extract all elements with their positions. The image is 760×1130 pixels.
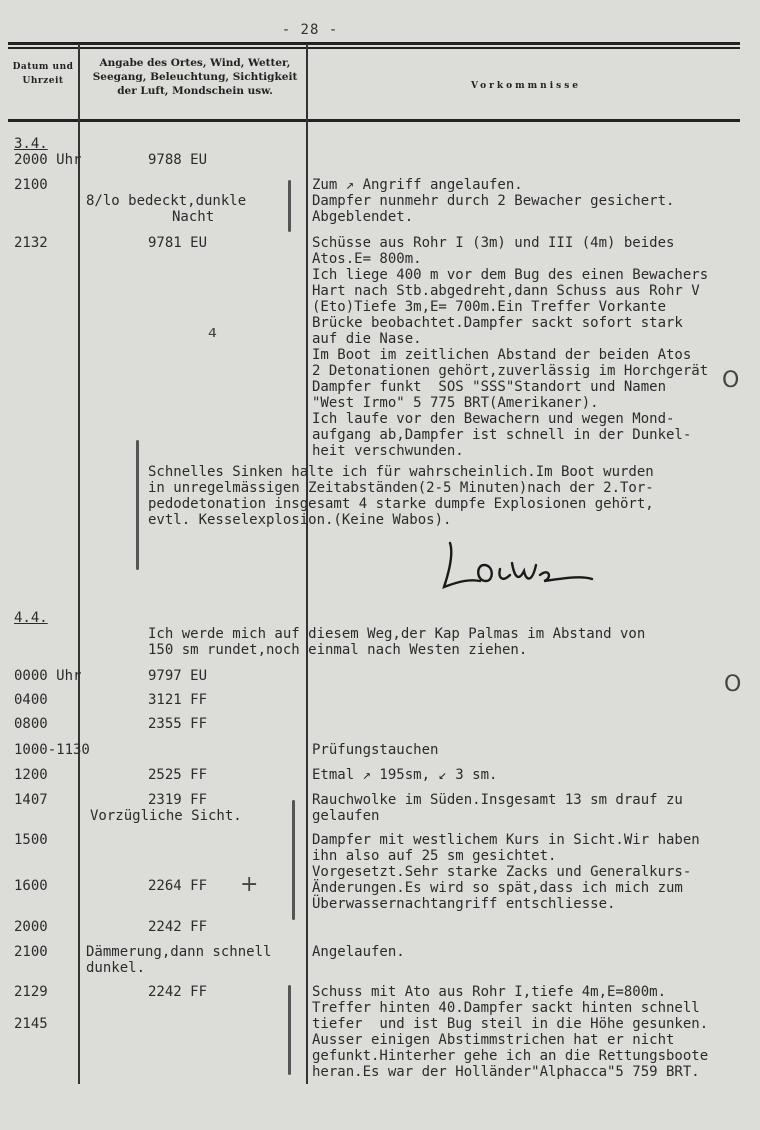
log-line-event: gelaufen [312, 808, 380, 824]
log-line-event: Ich liege 400 m vor dem Bug des einen Bewachers [312, 267, 709, 283]
log-line-date: 0000 Uhr [14, 668, 82, 684]
log-line-date: 2000 [14, 919, 48, 935]
pencil-bracket [292, 800, 295, 920]
log-line-pos: 9781 EU [148, 235, 208, 251]
log-line-pos: 2525 FF [148, 767, 208, 783]
log-line-pos: 9797 EU [148, 668, 208, 684]
log-line-pos: 9788 EU [148, 152, 208, 168]
log-line-date: 2132 [14, 235, 48, 251]
signature [440, 535, 600, 605]
log-line-event: Ausser einigen Abstimmstrichen hat er nicht [312, 1032, 675, 1048]
log-line-pos: 2355 FF [148, 716, 208, 732]
log-line-weather: 8/lo bedeckt,dunkle [86, 193, 247, 209]
log-line-event: heit verschwunden. [312, 443, 464, 459]
header-top-rule [8, 42, 740, 45]
pencil-bracket [288, 985, 291, 1075]
log-line-event: Änderungen.Es wird so spät,dass ich mich zum [312, 880, 683, 896]
log-line-full: in unregelmässigen Zeitabständen(2-5 Minuten)nach der 2.Tor- [148, 480, 654, 496]
log-line-pos: 2242 FF [148, 984, 208, 1000]
log-line-event: Dampfer funkt SOS "SSS"Standort und Namen [312, 379, 667, 395]
log-line-event: tiefer und ist Bug steil in die Höhe gesunken. [312, 1016, 709, 1032]
pencil-mark: + [240, 872, 259, 897]
log-line-date: 1200 [14, 767, 48, 783]
header-bottom-rule [8, 119, 740, 122]
log-line-event: Treffer hinten 40.Dampfer sackt hinten schnell [312, 1000, 700, 1016]
log-line-date: 4.4. [14, 610, 48, 626]
log-line-event: ihn also auf 25 sm gesichtet. [312, 848, 557, 864]
log-line-date: 1600 [14, 878, 48, 894]
log-line-event: Schüsse aus Rohr I (3m) und III (4m) beides [312, 235, 675, 251]
log-line-date: 1000-1130 [14, 742, 90, 758]
log-line-date: 2100 [14, 944, 48, 960]
pencil-mark: O [722, 368, 740, 393]
column-divider-datum [78, 44, 80, 1084]
header-angabe: Angabe des Ortes, Wind, Wetter, Seegang, Beleuchtung, Sichtigkeit der Luft, Mondschein usw. [92, 57, 298, 97]
log-line-event: Atos.E= 800m. [312, 251, 422, 267]
log-line-date: 0400 [14, 692, 48, 708]
header-top-rule-2 [8, 47, 740, 49]
log-line-event: aufgang ab,Dampfer ist schnell in der Dunkel- [312, 427, 692, 443]
signature-drawing [440, 535, 600, 595]
log-line-full: 150 sm rundet,noch einmal nach Westen ziehen. [148, 642, 528, 658]
log-line-event: Dampfer mit westlichem Kurs in Sicht.Wir haben [312, 832, 700, 848]
log-line-date: 1500 [14, 832, 48, 848]
log-line-weather: Dämmerung,dann schnell [86, 944, 272, 960]
header-datum: Datum und Uhrzeit [12, 62, 74, 86]
log-line-weather: dunkel. [86, 960, 146, 976]
log-line-full: pedodetonation insgesamt 4 starke dumpfe Explosionen gehört, [148, 496, 654, 512]
page-number: - 28 - [281, 22, 339, 38]
log-line-date: 2100 [14, 177, 48, 193]
log-line-event: Zum ↗ Angriff angelaufen. [312, 177, 523, 193]
log-line-date: 0800 [14, 716, 48, 732]
log-line-date: 1407 [14, 792, 48, 808]
log-line-event: Dampfer nunmehr durch 2 Bewacher gesichert. [312, 193, 675, 209]
log-line-event: Ich laufe vor den Bewachern und wegen Mond- [312, 411, 675, 427]
pencil-bracket [136, 440, 139, 570]
log-line-event: "West Irmo" 5 775 BRT(Amerikaner). [312, 395, 599, 411]
log-line-weather2: Nacht [172, 209, 215, 225]
log-line-date: 2129 [14, 984, 48, 1000]
log-line-event: Überwassernachtangriff entschliesse. [312, 896, 616, 912]
log-line-event: Hart nach Stb.abgedreht,dann Schuss aus Rohr V [312, 283, 700, 299]
header-vorkommnisse: Vorkommnisse [470, 81, 581, 91]
log-line-event: Prüfungstauchen [312, 742, 439, 758]
log-line-event: Im Boot im zeitlichen Abstand der beiden Atos [312, 347, 692, 363]
log-line-event: Vorgesetzt.Sehr starke Zacks und Generalkurs- [312, 864, 692, 880]
pencil-mark: ⁴ [208, 325, 217, 350]
log-line-event: Abgeblendet. [312, 209, 414, 225]
log-line-full: evtl. Kesselexplosion.(Keine Wabos). [148, 512, 452, 528]
log-line-pos: 2319 FF [148, 792, 208, 808]
log-line-event: 2 Detonationen gehört,zuverlässig im Horchgerät [312, 363, 709, 379]
log-line-event: heran.Es war der Holländer"Alphacca"5 759 BRT. [312, 1064, 700, 1080]
log-line-event: (Eto)Tiefe 3m,E= 700m.Ein Treffer Vorkante [312, 299, 667, 315]
column-divider-angabe [306, 44, 308, 1084]
log-line-pos: 2264 FF [148, 878, 208, 894]
log-line-event: gefunkt.Hinterher gehe ich an die Rettungsboote [312, 1048, 709, 1064]
log-line-full: Ich werde mich auf diesem Weg,der Kap Palmas im Abstand von [148, 626, 646, 642]
log-line-full: Schnelles Sinken halte ich für wahrscheinlich.Im Boot wurden [148, 464, 654, 480]
pencil-mark: O [724, 672, 742, 697]
log-line-date: 2145 [14, 1016, 48, 1032]
log-line-weather3: Vorzügliche Sicht. [90, 808, 242, 824]
log-line-event: Angelaufen. [312, 944, 405, 960]
log-line-event: Brücke beobachtet.Dampfer sackt sofort stark [312, 315, 683, 331]
log-line-date: 3.4. [14, 136, 48, 152]
pencil-bracket [288, 180, 291, 232]
log-line-event: Rauchwolke im Süden.Insgesamt 13 sm drauf zu [312, 792, 683, 808]
log-line-pos: 3121 FF [148, 692, 208, 708]
log-line-event: Schuss mit Ato aus Rohr I,tiefe 4m,E=800m. [312, 984, 667, 1000]
log-line-event: auf die Nase. [312, 331, 422, 347]
log-line-pos: 2242 FF [148, 919, 208, 935]
log-line-event: Etmal ↗ 195sm, ↙ 3 sm. [312, 767, 498, 783]
log-line-date: 2000 Uhr [14, 152, 82, 168]
